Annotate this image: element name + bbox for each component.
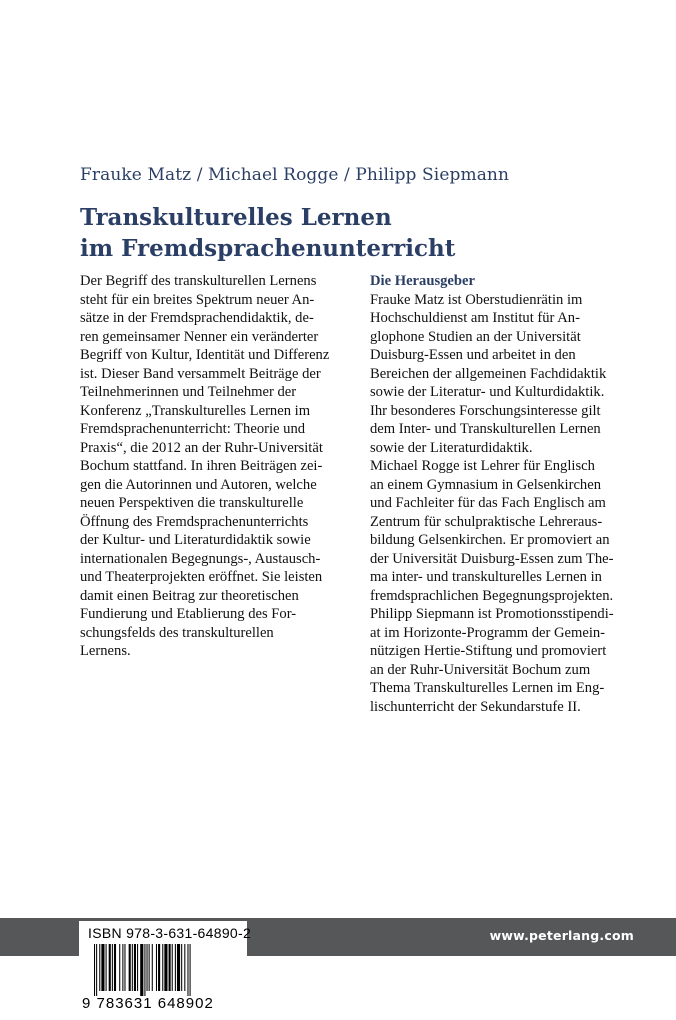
- text-line: ma inter- und transkulturelles Lernen in: [370, 569, 602, 585]
- description-column: [80, 272, 348, 661]
- barcode-bar: [114, 944, 116, 991]
- text-line: steht für ein breites Spektrum neuer An-: [80, 291, 315, 308]
- text-line: Zentrum für schulpraktische Lehrerаus-: [370, 513, 603, 530]
- text-line: ren gemeinsamer Nenner ein veränderter: [80, 328, 319, 345]
- text-line: Fundierung und Etablierung des For-: [80, 606, 297, 622]
- book-title: [80, 202, 600, 264]
- barcode-bar: [99, 944, 100, 991]
- barcode-bar: [140, 944, 143, 996]
- text-line: Der Begriff des transkulturellen Lernens: [80, 273, 317, 289]
- text-line: neuen Perspektiven die transkulturelle: [80, 495, 304, 511]
- barcode-bar: [175, 944, 176, 991]
- barcode-bar: [177, 944, 180, 991]
- text-line: und Theaterprojekten eröffnet. Sie leisten: [80, 569, 323, 585]
- text-line: Philipp Siepmann ist Promotionsstipendi-: [370, 606, 614, 622]
- barcode-bar: [96, 944, 97, 996]
- barcode-bar: [162, 944, 163, 991]
- barcode: [94, 944, 239, 996]
- barcode-number: 9 783631 648902: [82, 995, 214, 1012]
- text-line: an der Ruhr-Universität Bochum zum: [370, 661, 591, 678]
- text-line: internationalen Begegnungs-, Austausch-: [80, 550, 321, 567]
- text-line: sowie der Literatur- und Kulturdidaktik.: [370, 384, 605, 400]
- barcode-bar: [147, 944, 148, 991]
- editors-text: [370, 291, 632, 717]
- text-line: sowie der Literaturdidaktik.: [370, 439, 533, 456]
- text-line: sätze in der Fremdsprachendidaktik, de-: [80, 310, 314, 326]
- barcode-bar: [112, 944, 113, 991]
- text-line: Thema Transkulturelles Lernen im Eng-: [370, 680, 605, 696]
- title-line: im Fremdsprachenunterricht: [80, 235, 456, 262]
- text-line: fremdsprachlichen Begegnungsprojekten.: [370, 587, 614, 604]
- text-line: gen die Autorinnen und Autoren, welche: [80, 476, 317, 493]
- authors-line: Frauke Matz / Michael Rogge / Philipp Siepmann: [80, 165, 510, 185]
- barcode-bar: [152, 944, 153, 991]
- barcode-bar: [164, 944, 167, 991]
- barcode-bar: [184, 944, 185, 991]
- text-line: damit einen Beitrag zur theoretischen: [80, 587, 299, 604]
- barcode-bar: [172, 944, 173, 991]
- barcode-bar: [101, 944, 104, 991]
- barcode-bar: [109, 944, 111, 991]
- barcode-bar: [149, 944, 150, 991]
- text-line: nützigen Hertie-Stiftung und promoviert: [370, 643, 607, 659]
- barcode-bar: [134, 944, 136, 991]
- text-line: Bochum stattfand. In ihren Beiträgen zei-: [80, 458, 323, 474]
- text-line: Duisburg-Essen und arbeitet in den: [370, 347, 576, 363]
- text-line: Fremdsprachenunterricht: Theorie und: [80, 421, 306, 437]
- text-line: at im Horizonte-Programm der Gemein-: [370, 624, 606, 641]
- text-line: Frauke Matz ist Oberstudienrätin im: [370, 291, 583, 308]
- isbn-label: ISBN 978-3-631-64890-2: [88, 925, 252, 941]
- barcode-bar: [122, 944, 123, 991]
- text-line: der Universität Duisburg-Essen zum The-: [370, 550, 614, 567]
- barcode-bar: [94, 944, 95, 996]
- barcode-bar: [106, 944, 107, 991]
- barcode-bar: [124, 944, 125, 991]
- text-line: Begriff von Kultur, Identität und Differenz: [80, 347, 330, 363]
- text-line: der Kultur- und Literaturdidaktik sowie: [80, 532, 311, 548]
- title-line: Transkulturelles Lernen: [80, 204, 392, 231]
- text-line: Bereichen der allgemeinen Fachdidaktik: [370, 365, 607, 382]
- barcode-bar: [137, 944, 138, 991]
- text-line: Konferenz „Transkulturelles Lernen im: [80, 402, 311, 419]
- barcode-bar: [132, 944, 133, 991]
- text-line: und Fachleiter für das Fach Englisch am: [370, 495, 606, 511]
- text-line: glophone Studien an der Universität: [370, 328, 581, 345]
- barcode-bar: [144, 944, 145, 996]
- publisher-url: www.peterlang.com: [489, 928, 634, 943]
- text-line: bildung Gelsenkirchen. Er promoviert an: [370, 532, 610, 548]
- text-line: an einem Gymnasium in Gelsenkirchen: [370, 476, 602, 493]
- text-line: Lernens.: [80, 643, 131, 659]
- text-line: ist. Dieser Band versammelt Beiträge der: [80, 365, 321, 382]
- editors-column: [370, 272, 632, 716]
- barcode-bar: [169, 944, 171, 991]
- text-line: Öffnung des Fremdsprachenunterrichts: [80, 513, 309, 530]
- text-line: Praxis“, die 2012 an der Ruhr-Universität: [80, 439, 323, 456]
- text-line: dem Inter- und Transkulturellen Lernen: [370, 421, 601, 437]
- text-line: lischunterricht der Sekundarstufe II.: [370, 698, 581, 715]
- barcode-bar: [156, 944, 157, 991]
- text-line: schungsfelds des transkulturellen: [80, 624, 274, 641]
- barcode-bar: [187, 944, 188, 996]
- text-line: Teilnehmerinnen und Teilnehmer der: [80, 384, 297, 400]
- editors-heading: Die Herausgeber: [370, 273, 475, 289]
- barcode-bar: [190, 944, 191, 996]
- barcode-bar: [119, 944, 120, 991]
- barcode-bar: [181, 944, 182, 991]
- barcode-bar: [158, 944, 160, 991]
- text-line: Hochschuldienst am Institut für An-: [370, 310, 580, 326]
- text-line: Michael Rogge ist Lehrer für Englisch: [370, 458, 595, 474]
- text-line: Ihr besonderes Forschungsinteresse gilt: [370, 402, 601, 419]
- barcode-bar: [129, 944, 131, 991]
